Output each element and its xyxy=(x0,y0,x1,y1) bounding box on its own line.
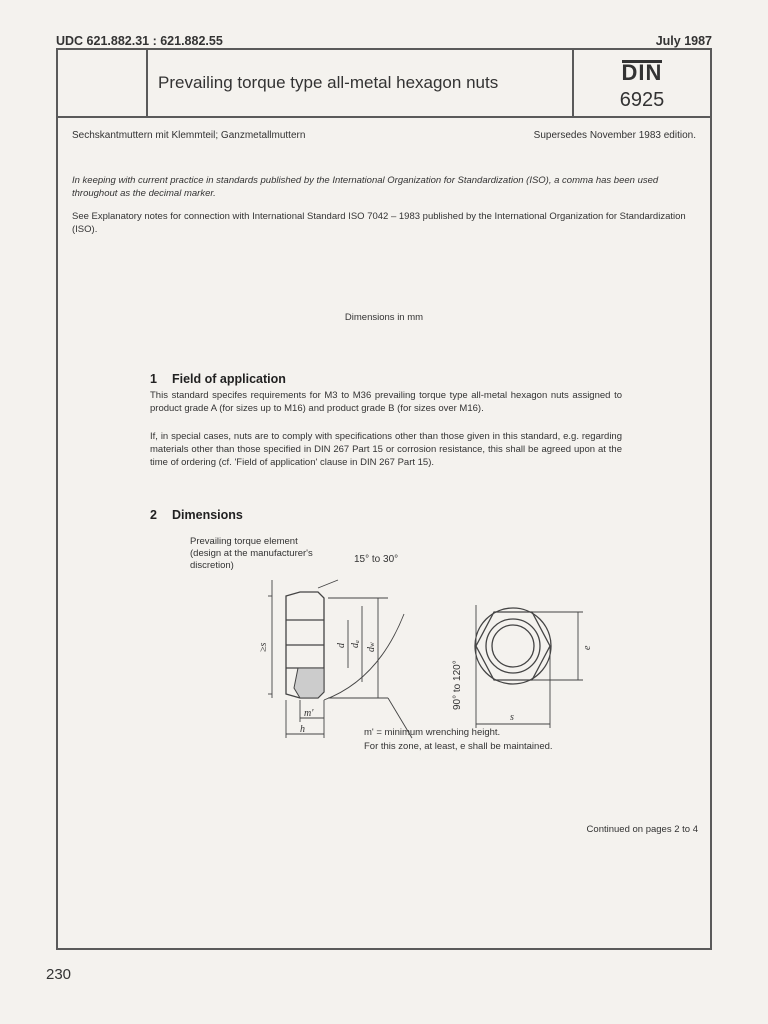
side-view-dimensions xyxy=(268,580,412,738)
zone-note: For this zone, at least, e shall be maintained. xyxy=(364,741,553,752)
angle-top-label: 15° to 30° xyxy=(354,554,399,565)
din-number: 6925 xyxy=(619,89,665,111)
udc-code: UDC 621.882.31 : 621.882.55 xyxy=(56,34,223,48)
title-block xyxy=(58,50,710,118)
page-number: 230 xyxy=(46,966,72,983)
d-label: d xyxy=(336,643,347,648)
section-2-number: 2 xyxy=(150,508,157,522)
section-1-paragraph-1: This standard specifes requirements for M3 to M36 prevailing torque type all-metal hexagon nuts assigned to product grade A (for sizes up to M16) and product grade B (for sizes over M16). xyxy=(150,390,622,414)
section-1-heading xyxy=(150,372,286,386)
h-label: h xyxy=(300,724,305,735)
explanatory-note: See Explanatory notes for connection with International Standard ISO 7042 – 1983 published by the International Organization for Standardization (ISO). xyxy=(72,211,686,235)
din-block xyxy=(574,50,710,116)
s-label: s xyxy=(510,712,514,723)
publication-date: July 1987 xyxy=(655,34,712,48)
din-logo: DIN xyxy=(621,60,663,85)
s-min-label: ≥s xyxy=(258,642,269,652)
continued-note: Continued on pages 2 to 4 xyxy=(586,824,698,835)
supersedes-note: Supersedes November 1983 edition. xyxy=(533,130,696,141)
nut-top-view xyxy=(475,605,583,728)
dw-label: dw xyxy=(366,642,377,652)
section-2-heading xyxy=(150,508,243,522)
e-label: e xyxy=(582,645,593,650)
dimensions-unit-note: Dimensions in mm xyxy=(344,312,424,323)
nut-side-view xyxy=(286,592,324,698)
section-1-paragraph-2: If, in special cases, nuts are to comply with specifications other than those given in this standard, e.g. regarding materials other than those specified in DIN 267 Part 15 or corrosion resistance, this shall be agreed upon at the time of ordering (cf. 'Field of application' clause in DIN 267 Part 15). xyxy=(150,431,622,468)
decimal-comma-note: In keeping with current practice in standards published by the International Organization for Standardization (ISO), a comma has been used throughout as the decimal marker. xyxy=(72,175,659,199)
german-title: Sechskantmuttern mit Klemmteil; Ganzmetallmuttern xyxy=(72,130,306,141)
da-label: dₐ xyxy=(350,640,361,648)
section-2-title: Dimensions xyxy=(172,508,243,522)
document-frame xyxy=(56,48,712,950)
section-1-title: Field of application xyxy=(172,372,286,386)
section-1-number: 1 xyxy=(150,372,157,386)
angle-side-label: 90° to 120° xyxy=(452,660,463,710)
nut-drawing xyxy=(238,550,593,750)
torque-element-label: Prevailing torque element (design at the manufacturer's discretion) xyxy=(190,536,313,571)
document-title: Prevailing torque type all-metal hexagon nuts xyxy=(148,50,574,116)
m-prime-definition: m' = minimum wrenching height. xyxy=(364,727,501,738)
m-prime-label: m' xyxy=(304,708,314,719)
title-block-left-cell xyxy=(58,50,148,116)
